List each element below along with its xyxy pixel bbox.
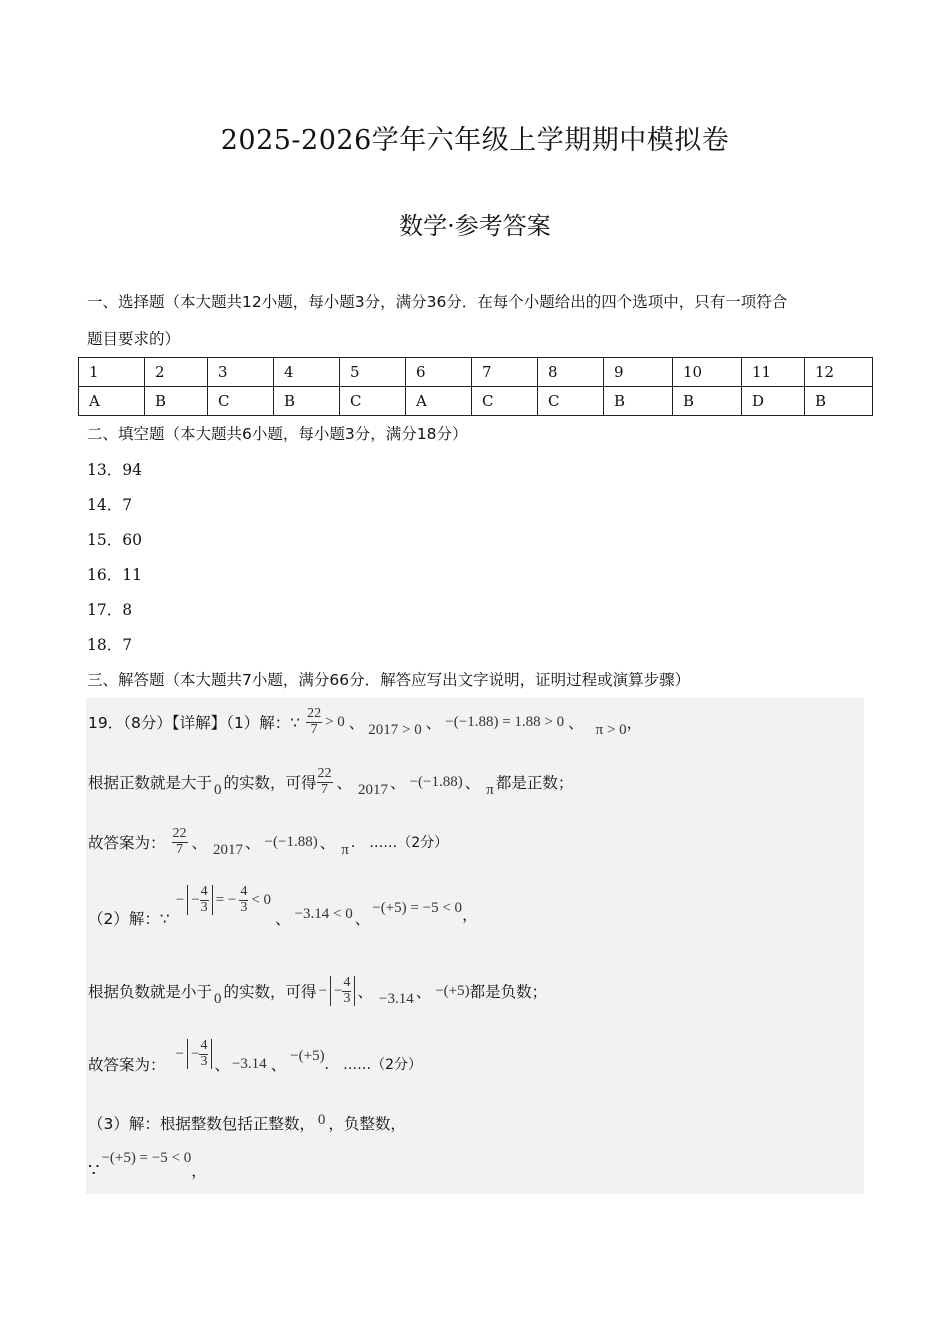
- fraction-4-3: $\frac{4}{3}$: [343, 974, 351, 1006]
- section3-heading: 三、解答题（本大题共7小题，满分66分．解答应写出文字说明，证明过程或演算步骤）: [87, 671, 691, 689]
- fill-answer-16: 16．11: [87, 566, 142, 584]
- q19-part2-answer: 故答案为： − − $\frac{4}{3}$ 、 −3.14 、 −(+5) ． ……（2分）: [88, 1037, 422, 1074]
- table-cell: 1: [79, 358, 145, 387]
- table-cell: 11: [742, 358, 805, 387]
- table-cell: B: [604, 387, 673, 416]
- table-cell: 3: [208, 358, 274, 387]
- table-cell: B: [673, 387, 742, 416]
- q19-part1-answer: 故答案为： $\frac{22}{7}$ 、 2017 、 −(−1.88) 、 π ． ……（2分）: [88, 825, 449, 858]
- fill-answer-17: 17．8: [87, 601, 133, 619]
- table-cell: 2: [145, 358, 208, 387]
- table-cell: 5: [340, 358, 406, 387]
- section2-heading: 二、填空题（本大题共6小题，每小题3分，满分18分）: [87, 425, 468, 443]
- table-cell: 9: [604, 358, 673, 387]
- answer-table: [78, 357, 873, 416]
- fraction-22-7: $\frac{22}{7}$: [172, 825, 187, 857]
- table-cell: C: [340, 387, 406, 416]
- section1-heading-line1: 一、选择题（本大题共12小题，每小题3分，满分36分．在每个小题给出的四个选项中，只有一项符合: [87, 293, 788, 311]
- section1-heading-line2: 题目要求的）: [87, 330, 181, 348]
- q19-part3-line2: ∵ −(+5) = −5 < 0 ，: [88, 1149, 207, 1181]
- abs-expression: − − $\frac{4}{3}$: [176, 1039, 213, 1069]
- table-cell: B: [145, 387, 208, 416]
- fraction-22-7: $\frac{22}{7}$: [307, 705, 322, 737]
- fraction-22-7: $\frac{22}{7}$: [317, 765, 332, 797]
- q19-head: 19．（8分）【详解】（1）解：∵: [88, 714, 301, 732]
- q19-part2-line2: 根据负数就是小于 0 的实数，可得 − − $\frac{4}{3}$ 、 −3.14 、 −(+5) 都是负数；: [88, 974, 548, 1007]
- page-subtitle: 数学·参考答案: [399, 212, 551, 240]
- table-cell: A: [79, 387, 145, 416]
- table-cell: C: [208, 387, 274, 416]
- fill-answer-13: 13．94: [87, 461, 142, 479]
- abs-expression: − − $\frac{4}{3}$ = − $\frac{4}{3}$ < 0: [175, 883, 272, 915]
- table-cell: 6: [406, 358, 472, 387]
- table-cell: 7: [472, 358, 538, 387]
- table-cell: 12: [805, 358, 873, 387]
- page-title: 2025-2026学年六年级上学期期中模拟卷: [220, 125, 730, 156]
- table-cell: C: [472, 387, 538, 416]
- abs-expression: − − $\frac{4}{3}$: [319, 976, 356, 1006]
- table-cell: C: [538, 387, 604, 416]
- table-cell: D: [742, 387, 805, 416]
- fraction-4-3: $\frac{4}{3}$: [200, 883, 208, 915]
- q19-part3-line1: （3）解：根据整数包括正整数， 0 ，负整数，: [88, 1111, 406, 1133]
- table-cell: 4: [274, 358, 340, 387]
- table-cell: A: [406, 387, 472, 416]
- fill-answer-14: 14．7: [87, 496, 133, 514]
- fraction-4-3: $\frac{4}{3}$: [200, 1037, 208, 1069]
- q19-part2-line1: （2）解：∵ − − $\frac{4}{3}$ = − $\frac{4}{3}$ < 0 、 −3.14 < 0 、 −(+5) = −5 < 0 ，: [88, 883, 478, 928]
- table-cell: 8: [538, 358, 604, 387]
- table-cell: B: [274, 387, 340, 416]
- table-cell: B: [805, 387, 873, 416]
- answer-table-number-row: [79, 358, 873, 387]
- fill-answer-15: 15．60: [87, 531, 142, 549]
- q19-part1-line2: 根据正数就是大于 0 的实数，可得 $\frac{22}{7}$ 、 2017 、 −(−1.88) 、 π 都是正数；: [88, 765, 574, 798]
- table-cell: 10: [673, 358, 742, 387]
- fill-answer-18: 18．7: [87, 636, 133, 654]
- q19-part1-line1: 19．（8分）【详解】（1）解：∵ $\frac{22}{7}$ > 0 、 2017 > 0 、 −(−1.88) = 1.88 > 0 、 π > 0 ，: [88, 705, 643, 738]
- fraction-4-3: $\frac{4}{3}$: [240, 883, 248, 915]
- answer-table-answer-row: [79, 387, 873, 416]
